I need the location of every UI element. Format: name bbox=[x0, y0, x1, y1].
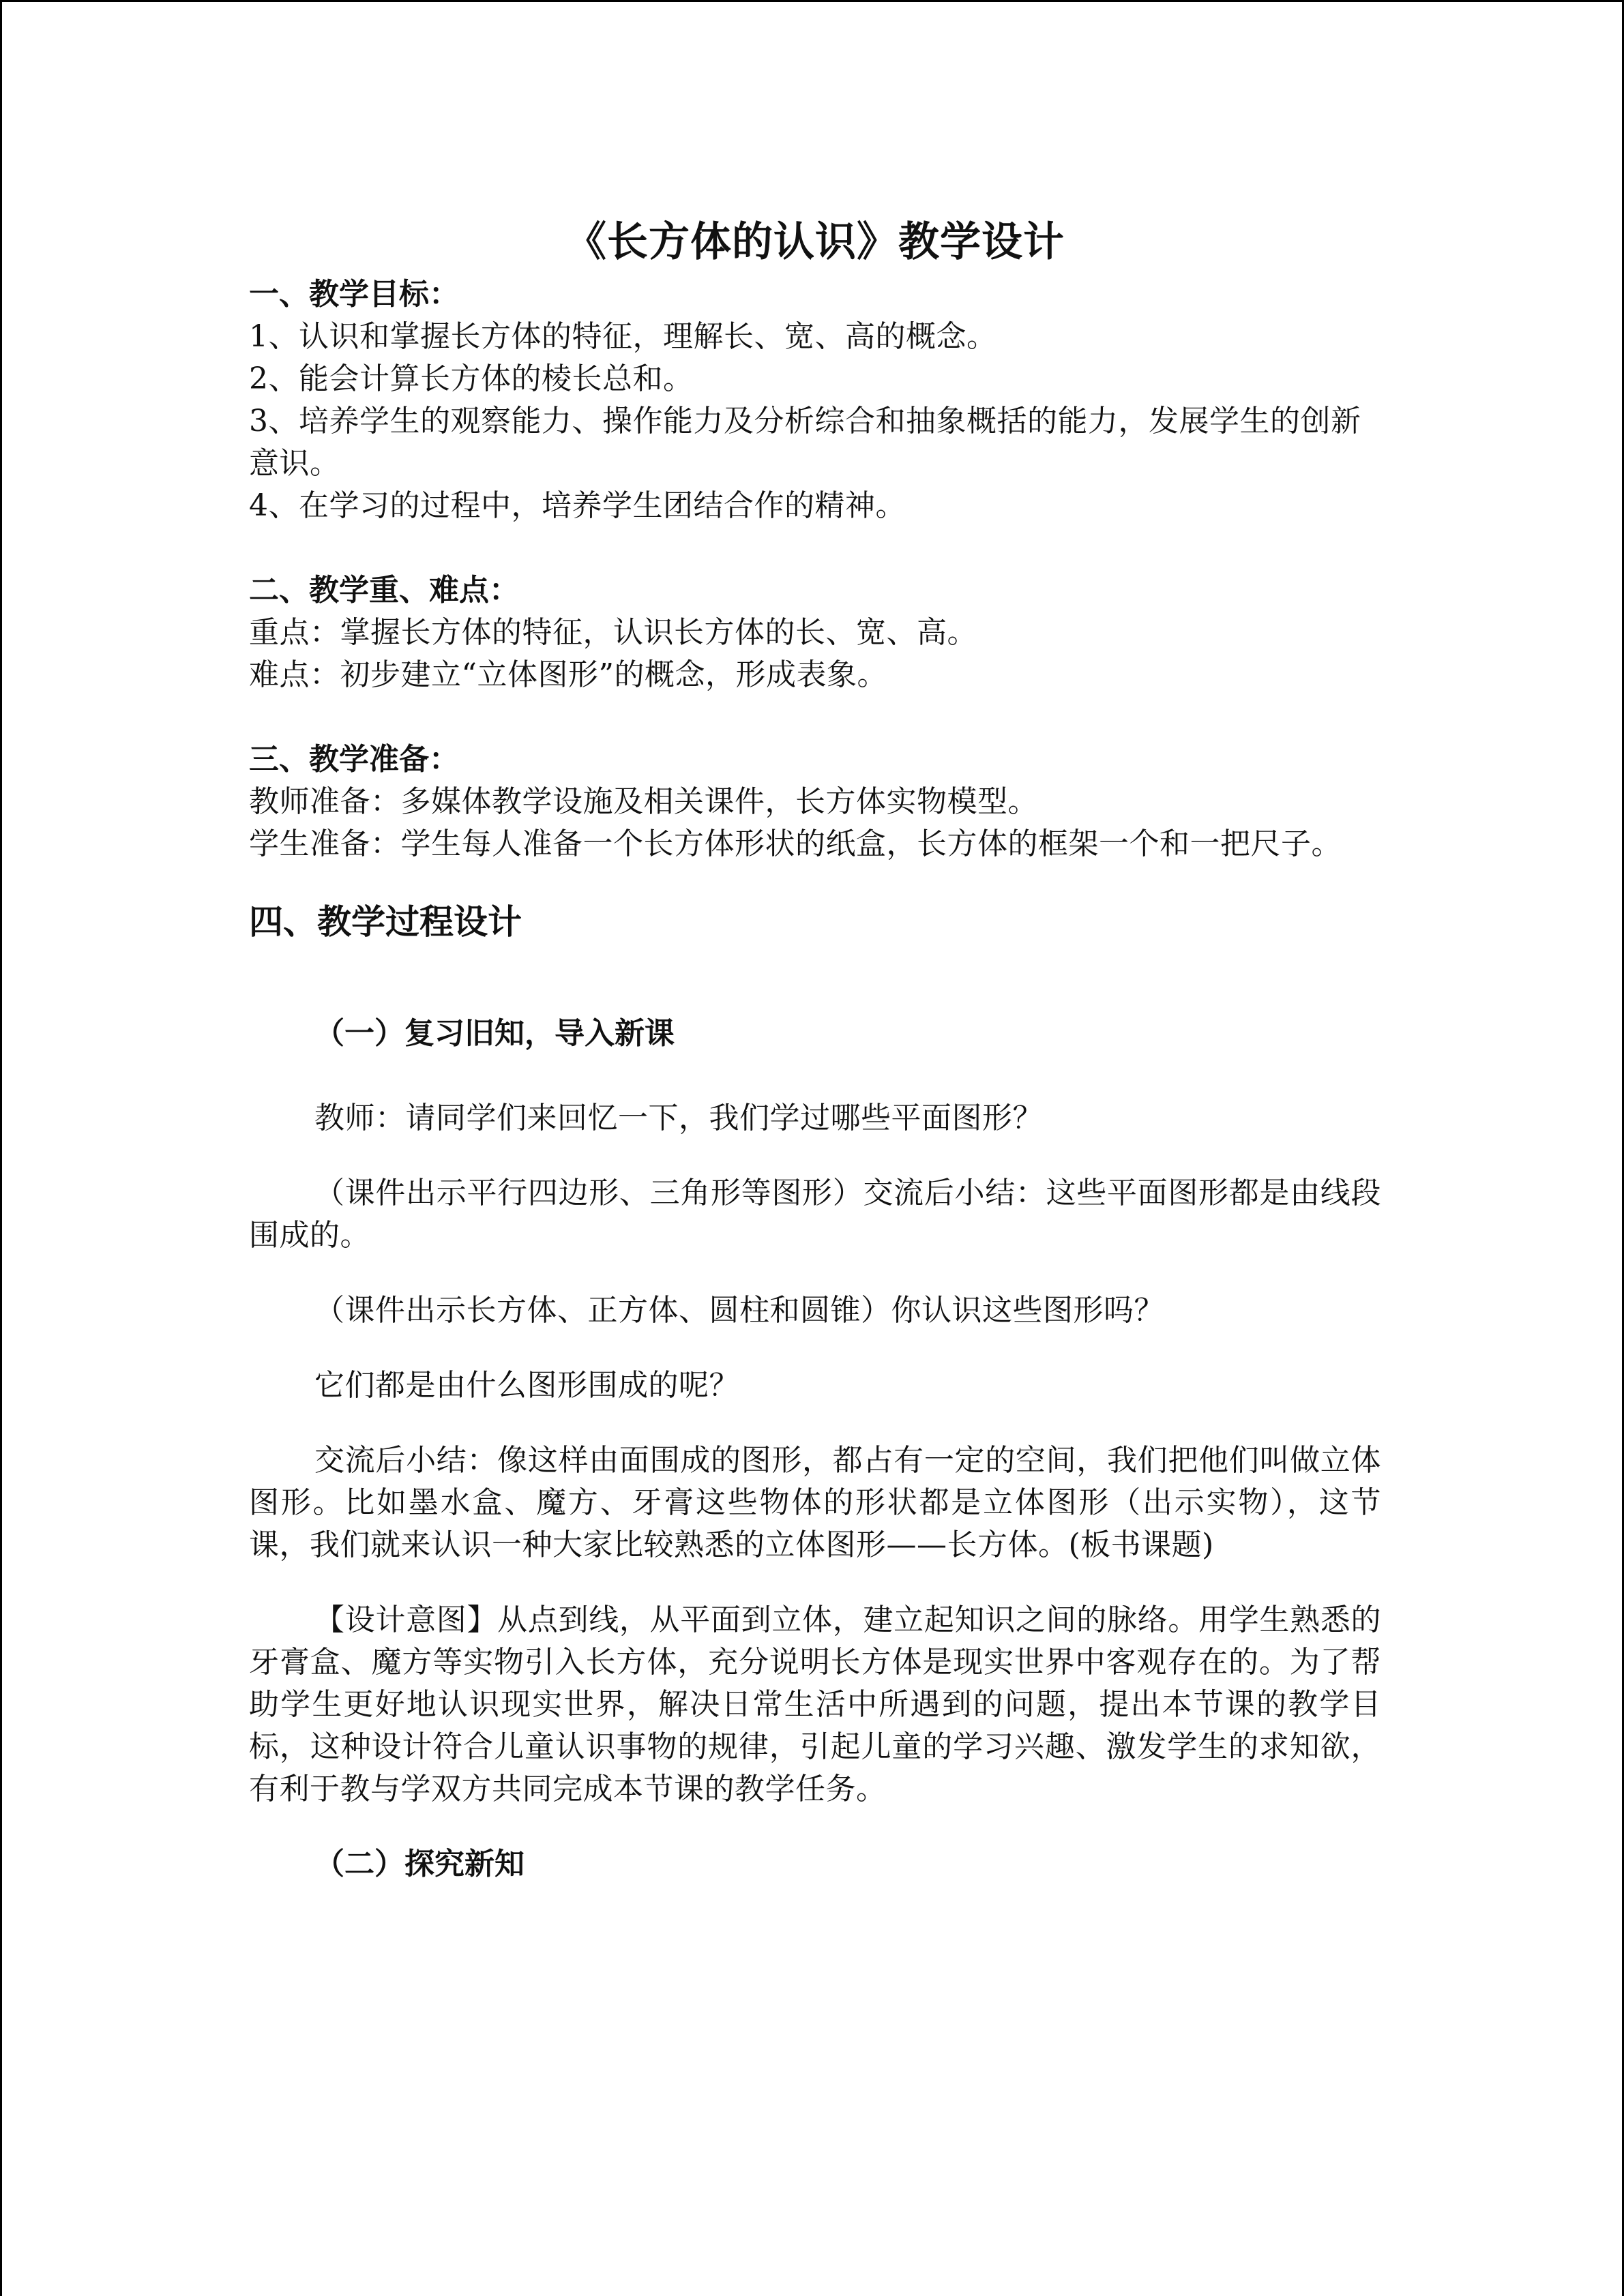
preparation-item: 学生准备：学生每人准备一个长方体形状的纸盒，长方体的框架一个和一把尺子。 bbox=[249, 826, 1342, 861]
subsection-heading-review: （一）复习旧知，导入新课 bbox=[314, 1016, 675, 1051]
process-paragraph: （课件出示平行四边形、三角形等图形）交流后小结：这些平面图形都是由线段围成的。 bbox=[249, 1176, 1381, 1253]
objective-item: 3、培养学生的观察能力、操作能力及分析综合和抽象概括的能力，发展学生的创新意识。 bbox=[249, 404, 1361, 481]
document-title: 《长方体的认识》教学设计 bbox=[565, 218, 1065, 266]
subsection-heading-explore: （二）探究新知 bbox=[314, 1847, 525, 1881]
process-paragraph: （课件出示长方体、正方体、圆柱和圆锥）你认识这些图形吗？ bbox=[314, 1293, 1164, 1328]
objective-item: 2、能会计算长方体的棱长总和。 bbox=[249, 361, 694, 396]
objective-item: 1、认识和掌握长方体的特征，理解长、宽、高的概念。 bbox=[249, 319, 997, 354]
document-body bbox=[249, 213, 1381, 1885]
section-heading-preparation: 三、教学准备： bbox=[249, 742, 459, 777]
design-intent-paragraph: 【设计意图】从点到线，从平面到立体，建立起知识之间的脉络。用学生熟悉的牙膏盒、魔方等实物引入长方体，充分说明长方体是现实世界中客观存在的。为了帮助学生更好地认识现实世界，解决日常生活中所遇到的问题，提出本节课的教学目标，这种设计符合儿童认识事物的规律，引起儿童的学习兴趣、激发学生的求知欲，有利于教与学双方共同完成本节课的教学任务。 bbox=[249, 1602, 1381, 1806]
objective-item: 4、在学习的过程中，培养学生团结合作的精神。 bbox=[249, 488, 906, 523]
section-heading-key-points: 二、教学重、难点： bbox=[249, 573, 519, 608]
key-point-item: 难点：初步建立“立体图形”的概念，形成表象。 bbox=[249, 657, 887, 692]
process-paragraph: 教师：请同学们来回忆一下，我们学过哪些平面图形？ bbox=[314, 1101, 1043, 1135]
section-heading-process: 四、教学过程设计 bbox=[249, 902, 522, 942]
preparation-item: 教师准备：多媒体教学设施及相关课件，长方体实物模型。 bbox=[249, 784, 1038, 819]
key-point-item: 重点：掌握长方体的特征，认识长方体的长、宽、高。 bbox=[249, 615, 977, 650]
process-paragraph: 它们都是由什么图形围成的呢？ bbox=[314, 1368, 739, 1403]
process-paragraph: 交流后小结：像这样由面围成的图形，都占有一定的空间，我们把他们叫做立体图形。比如墨水盒、魔方、牙膏这些物体的形状都是立体图形（出示实物），这节课，我们就来认识一种大家比较熟悉的立体图形——长方体。(板书课题) bbox=[249, 1443, 1381, 1562]
section-heading-objectives: 一、教学目标： bbox=[249, 277, 459, 312]
